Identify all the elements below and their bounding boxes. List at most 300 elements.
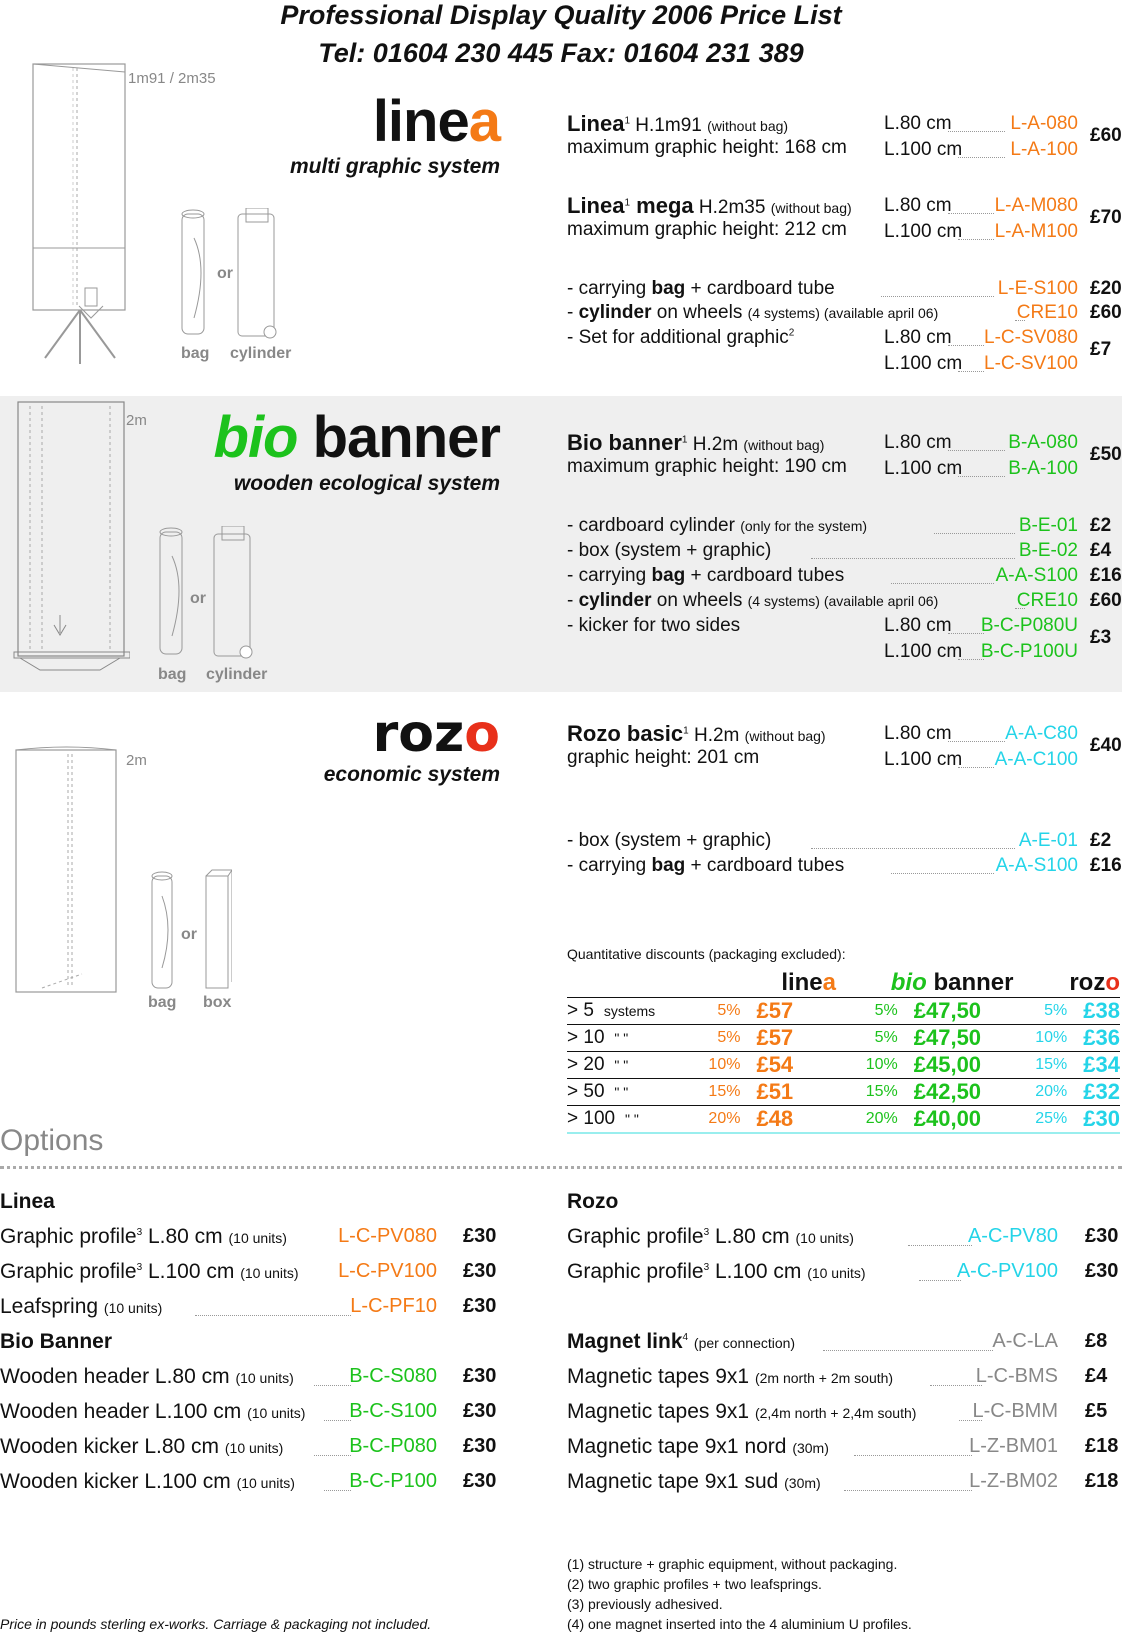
accessory-label	[567, 302, 938, 324]
option-label	[567, 1225, 854, 1249]
accessory-label	[567, 855, 844, 877]
option-note: (10 units)	[240, 1265, 299, 1281]
linea-discount-pct: 5%	[687, 998, 757, 1025]
accessory-note: (only for the system)	[740, 518, 868, 534]
qty-value: > 50	[567, 1081, 605, 1102]
linea-discount-price: £48	[756, 1106, 836, 1134]
bio-discount-pct: 5%	[836, 998, 914, 1025]
option-name: Leafspring	[0, 1295, 104, 1318]
option-name: Graphic profile	[0, 1260, 137, 1283]
option-name: Wooden header L.80 cm	[0, 1365, 236, 1388]
bio-discount-pct: 15%	[836, 1079, 914, 1106]
options-title: Options	[0, 1124, 104, 1157]
options-group-heading: Bio Banner	[0, 1330, 113, 1353]
page-title: Professional Display Quality 2006 Price List	[280, 0, 842, 30]
dotted-leader	[854, 1455, 971, 1456]
dotted-leader	[948, 633, 984, 634]
option-label	[567, 1260, 866, 1284]
option-name: Magnetic tape 9x1 sud	[567, 1470, 785, 1493]
accessory-text: - cardboard cylinder	[567, 515, 741, 536]
accessory-label	[567, 327, 794, 349]
rozo-discount-price: £34	[1083, 1052, 1120, 1077]
footnote-ref: 2	[788, 327, 795, 339]
footnote-2: (2) two graphic profiles + two leafsprings.	[567, 1576, 822, 1592]
linea-dimension-label: 1m91 / 2m35	[128, 70, 216, 87]
product-name: Bio banner	[567, 430, 682, 455]
product-code: A-A-S100	[995, 855, 1078, 876]
accessory-note: (4 systems) (available april 06)	[747, 593, 939, 609]
size-label: L.80 cm	[884, 195, 952, 216]
option-note: (10 units)	[247, 1405, 306, 1421]
option-code: B-C-S100	[349, 1400, 437, 1422]
option-label	[0, 1400, 305, 1424]
product-code: B-C-P100U	[980, 641, 1078, 662]
accessory-price: £2	[1090, 830, 1112, 851]
size-label: L.100 cm	[884, 139, 963, 160]
option-label	[0, 1295, 162, 1319]
option-price: £30	[463, 1400, 497, 1422]
product-code: L-C-SV100	[984, 353, 1078, 374]
accessory-price: £20	[1090, 278, 1122, 299]
product-code: A-A-S100	[995, 565, 1078, 586]
qty-unit: " "	[610, 1030, 629, 1046]
footnote-ref: 1	[624, 197, 631, 209]
accessory-bold: cylinder	[578, 302, 652, 323]
discount-head-linea: linea	[567, 969, 836, 998]
option-note: (10 units)	[795, 1230, 854, 1246]
linea-brand: linea	[372, 89, 500, 154]
product-subtext: graphic height: 201 cm	[567, 747, 760, 768]
product-code: L-E-S100	[997, 278, 1078, 299]
option-name-suffix: L.100 cm	[709, 1260, 808, 1283]
product-code: B-A-080	[1008, 432, 1078, 453]
discount-row	[567, 1079, 1120, 1106]
option-price: £8	[1085, 1330, 1108, 1352]
option-code: A-C-LA	[992, 1330, 1058, 1352]
footnote-ref: 3	[136, 1227, 143, 1238]
bio-discount-price: £47,50	[914, 998, 1014, 1025]
dotted-leader	[811, 848, 1015, 849]
accessory-note: (4 systems) (available april 06)	[747, 305, 939, 321]
product-price: £50	[1090, 444, 1122, 465]
accessory-text: - box (system + graphic)	[567, 540, 772, 561]
accessory-text: on wheels	[651, 302, 748, 323]
option-name-suffix: L.80 cm	[709, 1225, 796, 1248]
option-note: (30m)	[784, 1475, 821, 1491]
dotted-leader	[195, 1315, 351, 1316]
contact-line: Tel: 01604 230 445 Fax: 01604 231 389	[318, 38, 804, 68]
option-price: £4	[1085, 1365, 1108, 1387]
dotted-leader	[948, 213, 994, 214]
rozo-stand-illustration	[12, 744, 122, 1000]
option-code: L-C-BMS	[975, 1365, 1058, 1387]
dotted-leader	[930, 1385, 983, 1386]
dotted-leader	[324, 1490, 350, 1491]
product-note: (without bag)	[744, 728, 826, 744]
dotted-leader	[908, 1245, 971, 1246]
dotted-leader	[324, 1420, 350, 1421]
discount-row	[567, 1025, 1120, 1052]
box-label: box	[203, 994, 232, 1011]
options-group-heading: Rozo	[567, 1190, 619, 1213]
discount-row	[567, 1052, 1120, 1079]
accessory-text: - carrying	[567, 278, 652, 299]
dotted-leader	[948, 450, 1005, 451]
accessory-label	[567, 615, 740, 637]
option-price: £5	[1085, 1400, 1108, 1422]
option-code: L-Z-BM02	[969, 1470, 1058, 1492]
linea-tagline: multi graphic system	[289, 155, 500, 178]
option-name: Magnetic tapes 9x1	[567, 1365, 755, 1388]
accessory-bold: bag	[651, 565, 686, 586]
linea-discount-pct: 5%	[687, 1025, 757, 1052]
product-code: L-A-080	[1010, 113, 1078, 134]
option-note: (10 units)	[235, 1370, 294, 1386]
accessory-text: - carrying	[567, 855, 652, 876]
discount-qty	[567, 1079, 687, 1106]
option-price: £18	[1085, 1435, 1119, 1457]
option-label	[0, 1225, 287, 1249]
footnote-ref: 1	[681, 434, 688, 446]
accessory-text: + cardboard tube	[685, 278, 835, 299]
footnote-ref: 3	[703, 1227, 710, 1238]
size-label: L.100 cm	[884, 221, 963, 242]
product-spec: H.1m91	[630, 115, 708, 136]
dotted-leader	[823, 1350, 993, 1351]
option-code: L-C-PV100	[338, 1260, 437, 1282]
accessory-price: £4	[1090, 540, 1112, 561]
product-subtext: maximum graphic height: 168 cm	[567, 137, 847, 158]
accessory-price: £2	[1090, 515, 1112, 536]
option-name: Magnetic tape 9x1 nord	[567, 1435, 793, 1458]
option-name-suffix: L.100 cm	[142, 1260, 241, 1283]
qty-value: > 5	[567, 1000, 594, 1021]
option-code: L-C-PV080	[338, 1225, 437, 1247]
product-name: Linea	[567, 111, 625, 136]
accessory-bold: bag	[651, 278, 686, 299]
rozo-tagline: economic system	[323, 763, 500, 786]
option-label	[567, 1470, 821, 1494]
option-label	[0, 1470, 295, 1494]
linea-discount-price: £57	[756, 1025, 836, 1052]
discount-qty	[567, 1106, 687, 1134]
option-note: (10 units)	[224, 1440, 284, 1456]
product-name-line	[567, 193, 852, 219]
option-label	[567, 1435, 829, 1459]
dotted-leader	[958, 476, 1005, 477]
product-price: £60	[1090, 125, 1122, 146]
option-price: £30	[463, 1225, 497, 1247]
option-code: L-C-BMM	[972, 1400, 1058, 1422]
option-name-suffix: L.80 cm	[142, 1225, 229, 1248]
bio-discount-pct: 10%	[836, 1052, 914, 1079]
size-label: L.80 cm	[884, 615, 952, 636]
product-spec: H.2m	[688, 725, 745, 746]
product-code: A-A-C80	[1005, 723, 1078, 744]
product-code: B-E-02	[1018, 540, 1078, 561]
product-code: L-A-100	[1010, 139, 1078, 160]
product-name-line	[567, 721, 826, 747]
accessory-label	[567, 565, 844, 587]
product-code: B-A-100	[1008, 458, 1078, 479]
product-name: Rozo basic	[567, 721, 684, 746]
size-label: L.100 cm	[884, 353, 963, 374]
rozo-discount-pct: 10%	[1013, 1025, 1083, 1052]
footnote-ref: 3	[136, 1262, 143, 1273]
product-note: (without bag)	[707, 118, 789, 134]
linea-discount-price: £54	[756, 1052, 836, 1079]
qty-unit: " "	[610, 1084, 629, 1100]
bio-discount-price: £45,00	[914, 1052, 1014, 1079]
accessory-label	[567, 830, 771, 852]
bio-banner-brand: bio banner	[213, 405, 500, 470]
option-code: B-C-P080	[349, 1435, 437, 1457]
dotted-leader	[314, 1455, 351, 1456]
dotted-leader	[948, 345, 984, 346]
accessory-text: - carrying	[567, 565, 652, 586]
option-price: £18	[1085, 1470, 1119, 1492]
qty-unit: " "	[621, 1111, 639, 1127]
option-price: £30	[463, 1365, 497, 1387]
dotted-leader	[811, 558, 1015, 559]
option-note: (2m north + 2m south)	[754, 1370, 894, 1386]
product-spec: H.2m35	[693, 197, 771, 218]
product-price: £40	[1090, 735, 1122, 756]
linea-discount-pct: 10%	[687, 1052, 757, 1079]
option-name: Graphic profile	[0, 1225, 137, 1248]
accessory-price: £60	[1090, 590, 1122, 611]
linea-discount-pct: 15%	[687, 1079, 757, 1106]
option-name: Graphic profile	[567, 1225, 704, 1248]
rozo-dimension-label: 2m	[126, 752, 147, 769]
product-code: CRE10	[1016, 590, 1078, 611]
bio-discount-price: £42,50	[914, 1079, 1014, 1106]
bag-label: bag	[148, 994, 177, 1011]
product-note: (without bag)	[743, 437, 825, 453]
accessory-text: -	[567, 590, 579, 611]
bio-dimension-label: 2m	[126, 412, 147, 429]
bio-discount-pct: 20%	[836, 1106, 914, 1134]
bio-discount-price: £40,00	[914, 1106, 1014, 1134]
option-note: (10 units)	[236, 1475, 295, 1491]
size-label: L.80 cm	[884, 432, 952, 453]
option-note: (10 units)	[103, 1300, 163, 1316]
option-label	[567, 1330, 795, 1354]
option-price: £30	[463, 1260, 497, 1282]
discount-head-rozo: rozo	[1013, 969, 1120, 998]
option-name: Wooden kicker L.100 cm	[0, 1470, 237, 1493]
accessory-text: + cardboard tubes	[685, 565, 845, 586]
bio-discount-price: £47,50	[914, 1025, 1014, 1052]
option-name: Magnetic tapes 9x1	[567, 1400, 755, 1423]
linea-discount-price: £51	[756, 1079, 836, 1106]
accessory-text: on wheels	[651, 590, 748, 611]
linea-discount-price: £57	[756, 998, 836, 1025]
linea-stand-illustration	[25, 58, 135, 370]
discount-row	[567, 998, 1120, 1025]
cylinder-label: cylinder	[206, 666, 268, 683]
rozo-discount-price: £36	[1083, 1025, 1120, 1050]
accessory-price: £16	[1090, 855, 1122, 876]
accessory-text: - box (system + graphic)	[567, 830, 772, 851]
dotted-leader	[314, 1385, 351, 1386]
linea-discount-pct: 20%	[687, 1106, 757, 1134]
option-label	[567, 1400, 916, 1424]
dotted-leader	[958, 659, 984, 660]
dotted-leader	[1015, 608, 1026, 609]
product-code: B-C-P080U	[980, 615, 1078, 636]
bio-discount-pct: 5%	[836, 1025, 914, 1052]
dotted-leader	[881, 296, 994, 297]
accessory-label	[567, 540, 771, 562]
option-code: L-C-PF10	[350, 1295, 437, 1317]
accessory-bold: cylinder	[578, 590, 652, 611]
accessory-price: £60	[1090, 302, 1122, 323]
dotted-leader	[891, 583, 994, 584]
accessory-text: - Set for additional graphic	[567, 327, 789, 348]
price-note: Price in pounds sterling ex-works. Carriage & packaging not included.	[0, 1616, 432, 1632]
option-note: (per connection)	[693, 1335, 796, 1351]
dotted-leader	[844, 1490, 972, 1491]
accessory-label	[567, 590, 938, 612]
or-label: or	[217, 265, 233, 282]
option-label	[567, 1365, 893, 1389]
dotted-leader	[958, 157, 1005, 158]
footnote-ref: 1	[683, 725, 689, 737]
product-code: L-A-M080	[994, 195, 1078, 216]
option-note: (10 units)	[807, 1265, 866, 1281]
accessory-text: - kicker for two sides	[567, 615, 741, 636]
qty-unit: " "	[610, 1057, 629, 1073]
discount-head-bio: bio banner	[836, 969, 1013, 998]
rozo-discount-price: £32	[1083, 1079, 1120, 1104]
size-label: L.80 cm	[884, 327, 952, 348]
product-name-line	[567, 430, 824, 456]
size-label: L.100 cm	[884, 749, 963, 770]
rozo-discount-pct: 5%	[1013, 998, 1083, 1025]
qty-value: > 20	[567, 1054, 605, 1075]
option-name: Graphic profile	[567, 1260, 704, 1283]
dotted-leader	[958, 767, 994, 768]
accessory-price: £16	[1090, 565, 1122, 586]
size-label: L.80 cm	[884, 723, 952, 744]
qty-value: > 10	[567, 1027, 605, 1048]
product-code: CRE10	[1016, 302, 1078, 323]
dotted-leader	[958, 239, 994, 240]
qty-value: > 100	[567, 1108, 616, 1129]
qty-unit: systems	[599, 1003, 656, 1019]
size-label: L.80 cm	[884, 113, 952, 134]
discounts-title: Quantitative discounts (packaging excluded):	[567, 946, 846, 962]
dotted-leader	[948, 131, 1005, 132]
option-code: B-C-S080	[349, 1365, 437, 1387]
rozo-discount-pct: 25%	[1013, 1106, 1083, 1134]
size-label: L.100 cm	[884, 641, 963, 662]
option-name: Magnet link	[567, 1330, 683, 1353]
cylinder-label: cylinder	[230, 345, 292, 362]
dotted-leader	[948, 741, 1005, 742]
dotted-leader	[891, 873, 994, 874]
option-price: £30	[1085, 1260, 1119, 1282]
bio-banner-stand-illustration	[10, 400, 130, 686]
product-name-suffix: mega	[630, 193, 694, 218]
accessory-price: £3	[1090, 627, 1112, 648]
or-label: or	[181, 926, 197, 943]
bio-banner-tagline: wooden ecological system	[233, 472, 500, 495]
footnote-3: (3) previously adhesived.	[567, 1596, 723, 1612]
option-name: Wooden header L.100 cm	[0, 1400, 248, 1423]
product-subtext: maximum graphic height: 212 cm	[567, 219, 847, 240]
accessory-bold: bag	[651, 855, 686, 876]
accessory-text: + cardboard tubes	[685, 855, 845, 876]
product-price: £70	[1090, 207, 1122, 228]
option-note: (2,4m north + 2,4m south)	[754, 1405, 917, 1421]
footnote-ref: 1	[624, 115, 631, 127]
option-name: Wooden kicker L.80 cm	[0, 1435, 225, 1458]
dotted-leader	[919, 1280, 961, 1281]
discount-row	[567, 1106, 1120, 1134]
options-group-heading: Linea	[0, 1190, 55, 1213]
discount-qty	[567, 1025, 687, 1052]
bag-label: bag	[181, 345, 210, 362]
product-code: L-A-M100	[994, 221, 1078, 242]
option-note: (10 units)	[228, 1230, 287, 1246]
footnote-1: (1) structure + graphic equipment, without packaging.	[567, 1556, 898, 1572]
option-code: A-C-PV80	[967, 1225, 1058, 1247]
dotted-leader	[958, 371, 984, 372]
product-name-line	[567, 111, 788, 137]
bio-bag-cylinder-illustration	[158, 526, 258, 660]
product-code: L-C-SV080	[984, 327, 1078, 348]
rozo-discount-price: £38	[1083, 998, 1120, 1023]
option-price: £30	[463, 1295, 497, 1317]
product-note: (without bag)	[770, 200, 852, 216]
dotted-leader	[934, 533, 1015, 534]
discount-qty	[567, 1052, 687, 1079]
option-label	[0, 1365, 294, 1389]
size-label: L.100 cm	[884, 458, 963, 479]
accessory-label	[567, 515, 867, 537]
footnote-ref: 4	[682, 1332, 689, 1343]
option-price: £30	[463, 1435, 497, 1457]
option-code: B-C-P100	[349, 1470, 437, 1492]
option-price: £30	[1085, 1225, 1119, 1247]
product-code: A-A-C100	[994, 749, 1078, 770]
options-divider	[0, 1166, 1122, 1169]
dotted-leader	[959, 1420, 982, 1421]
option-label	[0, 1435, 283, 1459]
accessory-text: -	[567, 302, 579, 323]
rozo-discount-price: £30	[1083, 1106, 1120, 1131]
discount-table	[567, 969, 1120, 1134]
product-subtext: maximum graphic height: 190 cm	[567, 456, 847, 477]
option-note: (30m)	[792, 1440, 829, 1456]
bag-label: bag	[158, 666, 187, 683]
option-price: £30	[463, 1470, 497, 1492]
footnote-4: (4) one magnet inserted into the 4 aluminium U profiles.	[567, 1616, 912, 1632]
rozo-discount-pct: 15%	[1013, 1052, 1083, 1079]
rozo-brand: rozo	[372, 704, 500, 764]
product-name: Linea	[567, 193, 625, 218]
product-code: B-E-01	[1018, 515, 1078, 536]
option-code: A-C-PV100	[956, 1260, 1058, 1282]
discount-qty	[567, 998, 687, 1025]
or-label: or	[190, 590, 206, 607]
footnote-ref: 3	[703, 1262, 710, 1273]
dotted-leader	[1015, 320, 1026, 321]
option-label	[0, 1260, 299, 1284]
accessory-price: £7	[1090, 339, 1112, 360]
